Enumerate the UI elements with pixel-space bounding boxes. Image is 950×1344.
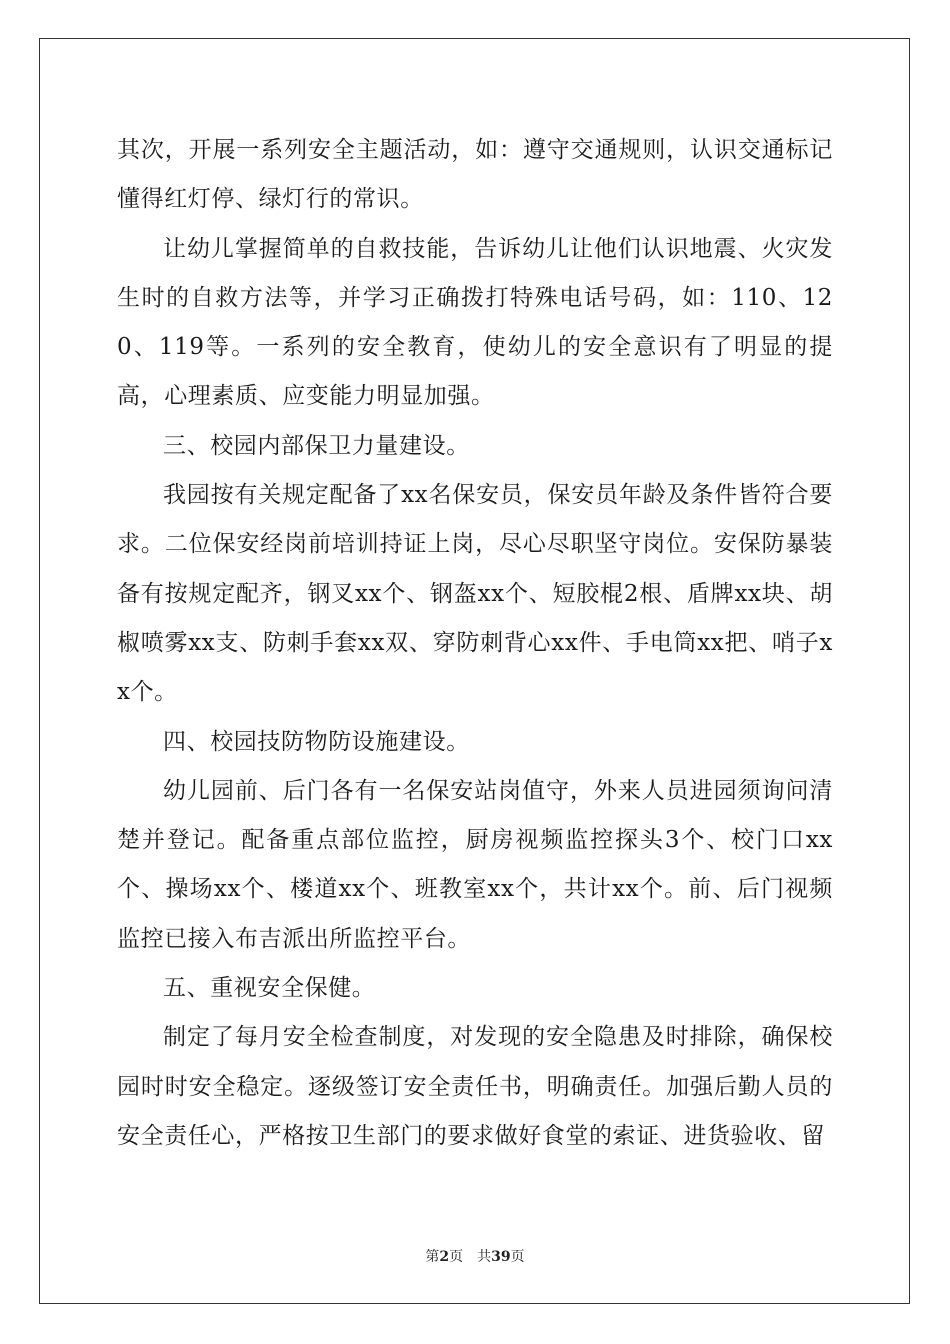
- total-pages: 39: [491, 1249, 511, 1265]
- paragraph-2: 让幼儿掌握简单的自救技能，告诉幼儿让他们认识地震、火灾发生时的自救方法等，并学习正确拨打特殊电话号码，如：110、120、119等。一系列的安全教育，使幼儿的安全意识有了明显的提高，心理素质、应变能力明显加强。: [117, 235, 833, 410]
- section-heading-5: 五、重视安全保健。: [163, 975, 376, 1002]
- page-number: 2: [439, 1249, 450, 1265]
- paragraph-6: 幼儿园前、后门各有一名保安站岗值守，外来人员进园须询问清楚并登记。配备重点部位监控，厨房视频监控探头3个、校门口xx个、操场xx个、楼道xx个、班教室xx个，共计xx个。前、后门视频监控已接入布吉派出所监控平台。: [117, 777, 833, 952]
- page-prefix: 第: [425, 1249, 440, 1265]
- paragraph-8: 制定了每月安全检查制度，对发现的安全隐患及时排除，确保校园时时安全稳定。逐级签订安全责任书，明确责任。加强后勤人员的安全责任心，严格按卫生部门的要求做好食堂的索证、进货验收、留: [117, 1024, 833, 1149]
- document-body: [117, 126, 833, 1161]
- total-prefix: 共: [477, 1249, 492, 1265]
- section-heading-4: 四、校园技防物防设施建设。: [163, 728, 470, 755]
- page-footer: [0, 1246, 950, 1266]
- total-suffix: 页: [510, 1249, 525, 1265]
- paragraph-1: 其次，开展一系列安全主题活动，如：遵守交通规则，认识交通标记懂得红灯停、绿灯行的常识。: [117, 137, 833, 213]
- paragraph-4: 我园按有关规定配备了xx名保安员，保安员年龄及条件皆符合要求。二位保安经岗前培训持证上岗，尽心尽职坚守岗位。安保防暴装备有按规定配齐，钢叉xx个、钢盔xx个、短胶棍2根、盾牌xx块、胡椒喷雾xx支、防刺手套xx双、穿防刺背心xx件、手电筒xx把、哨子xx个。: [117, 482, 833, 706]
- section-heading-3: 三、校园内部保卫力量建设。: [163, 432, 470, 459]
- page-suffix: 页: [449, 1249, 464, 1265]
